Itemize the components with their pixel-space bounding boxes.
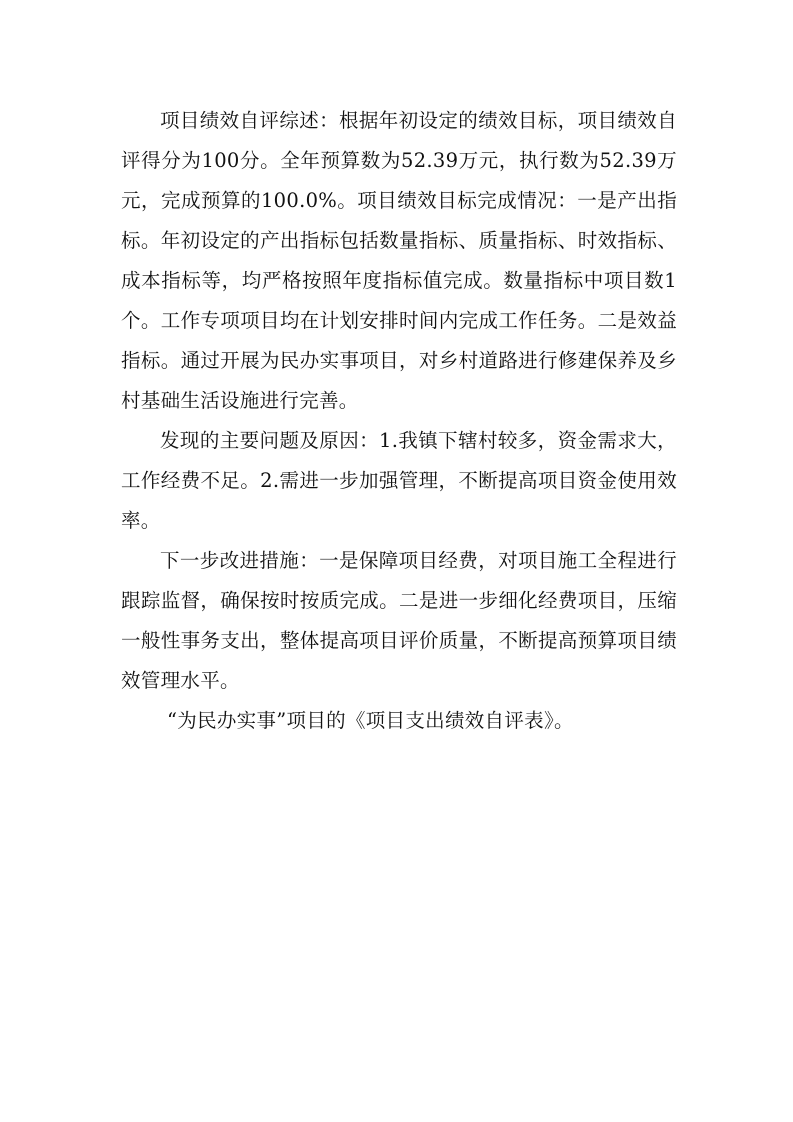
main-issues-paragraph: 发现的主要问题及原因：1.我镇下辖村较多，资金需求大，工作经费不足。2.需进一步加强管理，不断提高项目资金使用效率。 xyxy=(121,429,677,532)
improvement-measures-paragraph: 下一步改进措施：一是保障项目经费，对项目施工全程进行跟踪监督，确保按时按质完成。二是进一步细化经费项目，压缩一般性事务支出，整体提高项目评价质量，不断提高预算项目绩效管理水平。 xyxy=(121,549,677,692)
document-body xyxy=(121,101,677,741)
performance-summary-paragraph: 项目绩效自评综述：根据年初设定的绩效目标，项目绩效自评得分为100分。全年预算数为52.39万元，执行数为52.39万元，完成预算的100.0%。项目绩效目标完成情况：一是产出指标。年初设定的产出指标包括数量指标、质量指标、时效指标、成本指标等，均严格按照年度指标值完成。数量指标中项目数1个。工作专项项目均在计划安排时间内完成工作任务。二是效益指标。通过开展为民办实事项目，对乡村道路进行修建保养及乡村基础生活设施进行完善。 xyxy=(121,109,677,412)
self-evaluation-table-reference: “为民办实事”项目的《项目支出绩效自评表》。 xyxy=(167,709,574,732)
